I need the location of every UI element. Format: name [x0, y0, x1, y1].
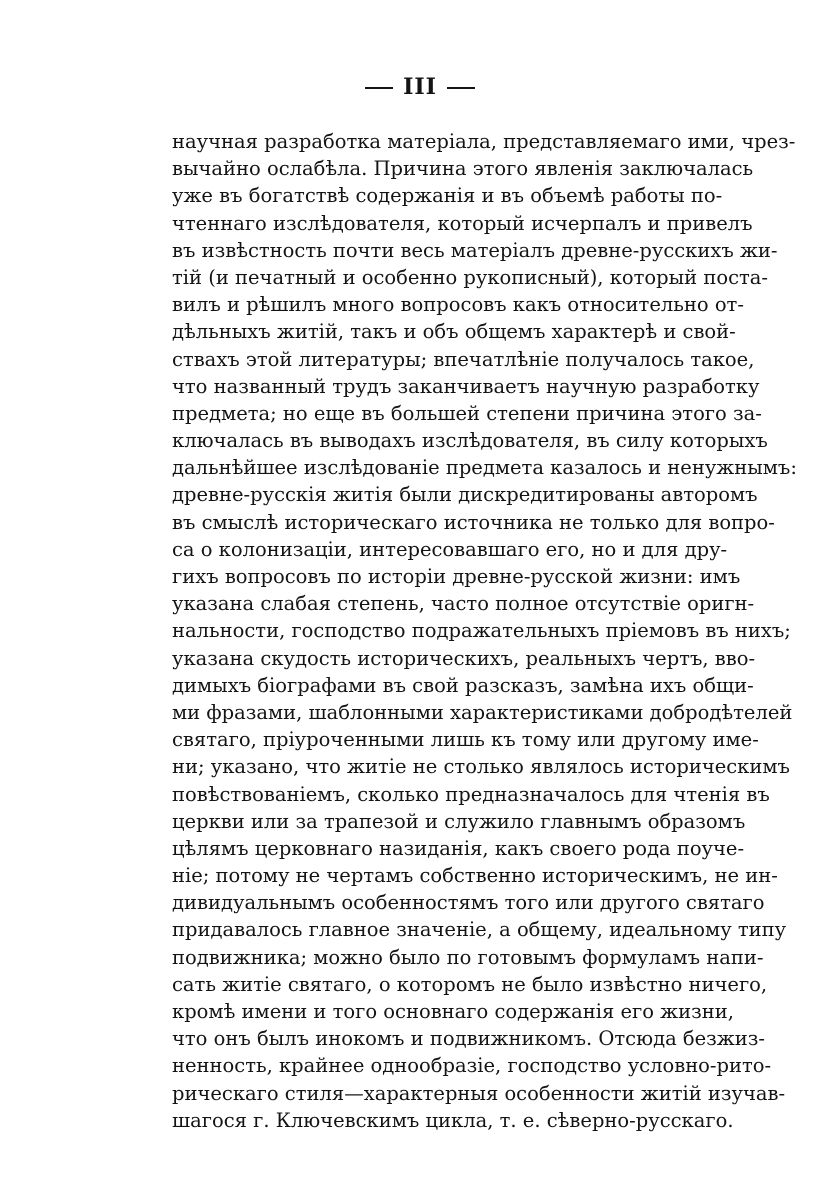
text-line: уже въ богатствѣ содержанія и въ объемѣ работы по-: [172, 184, 723, 208]
text-line: гихъ вопросовъ по исторіи древне-русской жизни: имъ: [172, 565, 741, 588]
text-line: ствахъ этой литературы; впечатлѣніе получалось такое,: [172, 347, 755, 371]
text-line: сать житіе святаго, о которомъ не было извѣстно ничего,: [172, 972, 768, 996]
text-line: придавалось главное значеніе, а общему, идеальному типу: [172, 918, 787, 942]
text-line: древне-русскія житія были дискредитированы авторомъ: [172, 483, 758, 507]
right-dash: [447, 87, 475, 89]
text-line: дальнѣйшее изслѣдованіе предмета казалось и ненужнымъ:: [172, 456, 797, 480]
text-line: святаго, пріуроченными лишь къ тому или другому име-: [172, 728, 759, 752]
text-line: ніе; потому не чертамъ собственно историческимъ, не ин-: [172, 864, 778, 888]
text-line: церкви или за трапезой и служило главнымъ образомъ: [172, 809, 746, 833]
running-head: [0, 74, 840, 100]
text-line: ми фразами, шаблонными характеристиками добродѣтелей: [172, 700, 793, 724]
left-dash: [365, 87, 393, 89]
text-line: шагося г. Ключевскимъ цикла, т. е. сѣверно-русскаго.: [172, 1108, 734, 1132]
text-line: дивидуальнымъ особенностямъ того или другого святаго: [172, 891, 765, 915]
text-line: въ извѣстность почти весь матеріалъ древне-русскихъ жи-: [172, 238, 778, 262]
text-line: научная разработка матеріала, представляемаго ими, чрез-: [172, 130, 796, 153]
text-line: дѣльныхъ житій, такъ и объ общемъ характерѣ и свой-: [172, 320, 736, 344]
text-line: что названный трудъ заканчиваетъ научную разработку: [172, 374, 760, 398]
text-line: что онъ былъ инокомъ и подвижникомъ. Отсюда безжиз-: [172, 1027, 765, 1051]
text-line: вычайно ослабѣла. Причина этого явленія заключалась: [172, 157, 754, 181]
text-line: подвижника; можно было по готовымъ формуламъ напи-: [172, 945, 764, 969]
text-line: указана скудость историческихъ, реальныхъ чертъ, вво-: [172, 646, 756, 670]
text-line: въ смыслѣ историческаго источника не только для вопро-: [172, 510, 775, 534]
text-line: предмета; но еще въ большей степени причина этого за-: [172, 401, 762, 425]
body-text: [172, 128, 797, 1134]
text-line: ключалась въ выводахъ изслѣдователя, въ силу которыхъ: [172, 429, 768, 453]
text-line: кромѣ имени и того основнаго содержанія его жизни,: [172, 1000, 734, 1023]
text-line: тій (и печатный и особенно рукописный), который поста-: [172, 265, 769, 289]
text-line: чтеннаго изслѣдователя, который исчерпалъ и привелъ: [172, 211, 753, 235]
text-line: димыхъ біографами въ свой разсказъ, замѣна ихъ общи-: [172, 673, 754, 697]
text-line: повѣствованіемъ, сколько предназначалось для чтенія въ: [172, 782, 770, 806]
text-line: указана слабая степень, часто полное отсутствіе оригн-: [172, 592, 755, 616]
text-line: ни; указано, что житіе не столько являлось историческимъ: [172, 755, 790, 779]
text-line: вилъ и рѣшилъ много вопросовъ какъ относительно от-: [172, 293, 744, 317]
page-number: III: [403, 74, 437, 100]
text-line: нальности, господство подражательныхъ пріемовъ въ нихъ;: [172, 619, 791, 643]
text-line: са о колонизаціи, интересовавшаго его, но и для дру-: [172, 537, 728, 561]
text-line: ненность, крайнее однообразіе, господство условно-рито-: [172, 1054, 772, 1078]
text-line: цѣлямъ церковнаго назиданія, какъ своего рода поуче-: [172, 836, 745, 860]
text-line: рическаго стиля—характерныя особенности житій изучав-: [172, 1081, 786, 1105]
